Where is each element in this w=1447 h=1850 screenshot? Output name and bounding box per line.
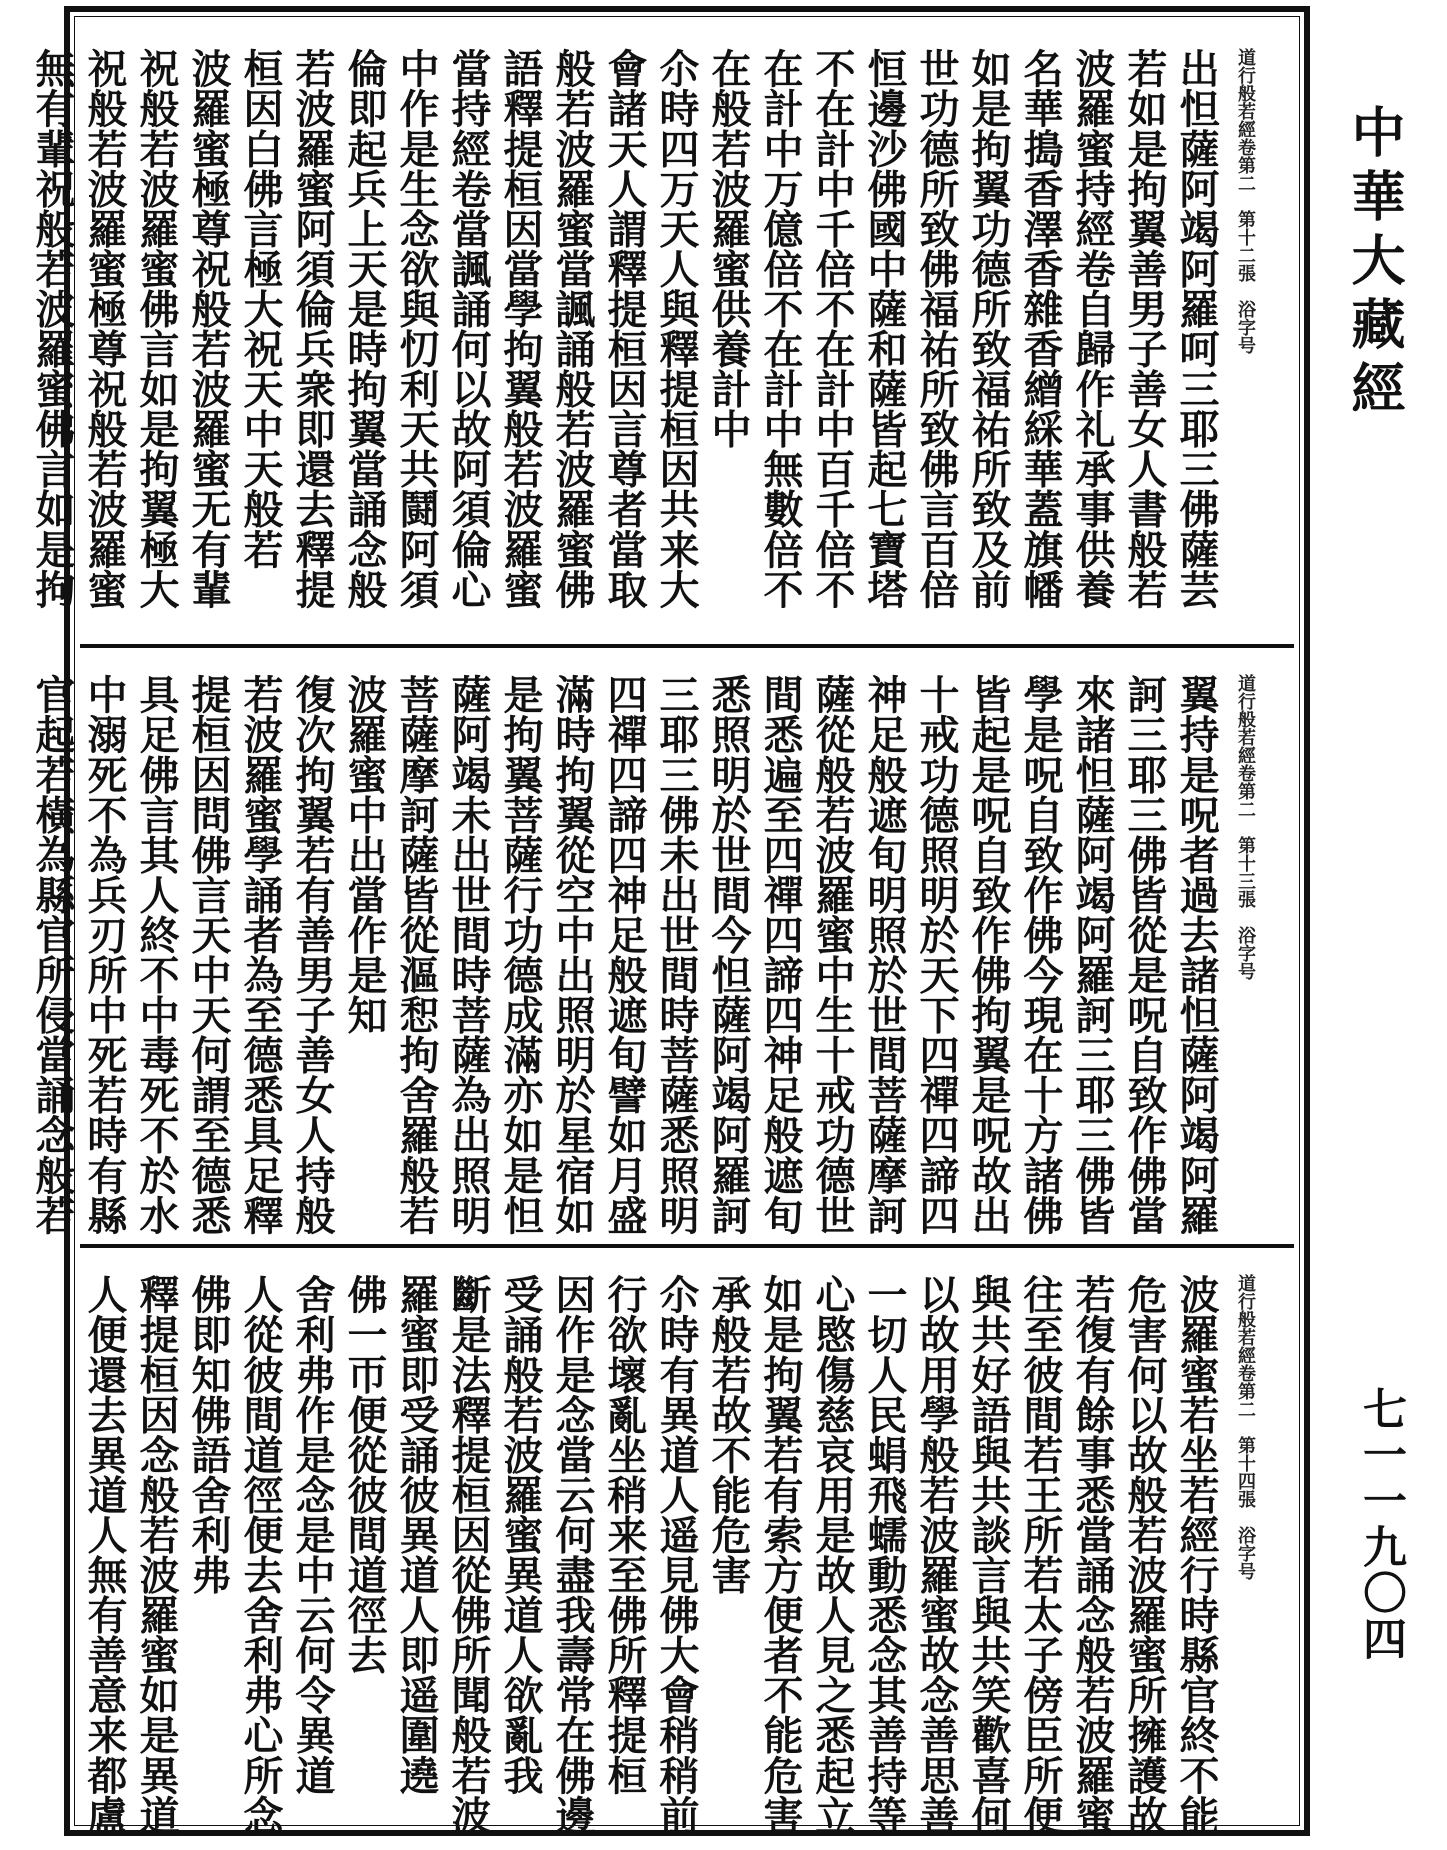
text-column: 舍利弗作是念是中云何令異道	[289, 1274, 336, 1795]
text-column: 無有輩祝般若波羅蜜佛言如是拘	[29, 48, 76, 609]
text-column: 波羅蜜中出當作是知	[341, 674, 388, 1035]
text-column: 當持經卷當諷誦何以故阿須倫心	[445, 48, 492, 609]
text-column: 人從彼間道徑便去舍利弗心所念	[237, 1274, 284, 1835]
block-marker: 道行般若經卷第二 第十四張 浴字号	[1235, 1274, 1256, 1580]
text-column: 出怛薩阿竭阿羅呵三耶三佛薩芸	[1173, 48, 1220, 609]
text-panel-bottom	[80, 1244, 1294, 1835]
text-column: 危害何以故般若波羅蜜所擁護故	[1121, 1274, 1168, 1835]
text-column: 來諸怛薩阿竭阿羅訶三耶三佛皆	[1069, 674, 1116, 1235]
text-column: 祝般若波羅蜜佛言如是拘翼極大	[133, 48, 180, 609]
text-column: 悉照明於世間今怛薩阿竭阿羅訶	[705, 674, 752, 1235]
page-number: 七一一九〇四	[1355, 1386, 1406, 1662]
text-column: 波羅蜜若坐若經行時縣官終不能	[1173, 1274, 1220, 1835]
text-column: 佛一帀便從彼間道徑去	[341, 1274, 388, 1675]
text-column: 具足佛言其人終不中毒死不於水	[133, 674, 180, 1235]
text-column: 會諸天人謂釋提桓因言尊者當取	[601, 48, 648, 609]
text-column: 桓因白佛言極大祝天中天般若	[237, 48, 284, 569]
text-column: 若復有餘事悉當誦念般若波羅蜜	[1069, 1274, 1116, 1835]
text-column: 羅蜜即受誦彼異道人即遥圍遶	[393, 1274, 440, 1795]
text-column: 因作是念當云何盡我壽常在佛邊	[549, 1274, 596, 1835]
page-frame	[29, 6, 1310, 1836]
text-column: 薩阿竭未出世間時菩薩為出照明	[445, 674, 492, 1235]
text-column: 波羅蜜極尊祝般若波羅蜜无有輩	[185, 48, 232, 609]
text-column: 受誦般若波羅蜜異道人欲亂我	[497, 1274, 544, 1795]
text-column: 與共好語與共談言與共笑歡喜何	[965, 1274, 1012, 1835]
text-column: 菩薩摩訶薩皆從漚惒拘舍羅般若	[393, 674, 440, 1235]
block-marker: 道行般若經卷第二 第十二張 浴字号	[1235, 48, 1256, 354]
text-column: 薩從般若波羅蜜中生十戒功德世	[809, 674, 856, 1235]
text-columns	[29, 48, 1256, 624]
text-column: 往至彼間若王所若太子傍臣所便	[1017, 1274, 1064, 1835]
text-column: 人便還去異道人無有善意来都盧	[81, 1274, 128, 1835]
text-column: 心愍傷慈哀用是故人見之悉起立	[809, 1274, 856, 1835]
text-column: 行欲壞亂坐稍来至佛所釋提桓	[601, 1274, 648, 1795]
text-column: 如是拘翼若有索方便者不能危害	[757, 1274, 804, 1835]
text-column: 三耶三佛未出世間時菩薩悉照明	[653, 674, 700, 1235]
text-column: 承般若故不能危害	[705, 1274, 752, 1595]
text-column: 四禪四諦四神足般遮旬譬如月盛	[601, 674, 648, 1235]
text-column: 皆起是呪自致作佛拘翼是呪故出	[965, 674, 1012, 1235]
text-column: 名華搗香澤香雜香繒綵華蓋旗幡	[1017, 48, 1064, 609]
text-column: 波羅蜜持經卷自歸作礼承事供養	[1069, 48, 1116, 609]
text-column: 中溺死不為兵刃所中死若時有縣	[81, 674, 128, 1235]
text-column: 在般若波羅蜜供養計中	[705, 48, 752, 449]
text-panel-middle	[29, 644, 1294, 1244]
text-columns	[81, 1274, 1256, 1835]
text-column: 釋提桓因念般若波羅蜜如是異道	[133, 1274, 180, 1835]
text-column: 中作是生念欲與忉利天共鬪阿須	[393, 48, 440, 609]
text-column: 若波羅蜜阿須倫兵衆即還去釋提	[289, 48, 336, 609]
text-column: 世功德所致佛福祐所致佛言百倍	[913, 48, 960, 609]
text-column: 尒時有異道人遥見佛大會稍稍前	[653, 1274, 700, 1835]
text-column: 若如是拘翼善男子善女人書般若	[1121, 48, 1168, 609]
text-column: 一切人民蜎飛蠕動悉念其善持等	[861, 1274, 908, 1835]
text-column: 復次拘翼若有善男子善女人持般	[289, 674, 336, 1235]
text-column: 倫即起兵上天是時拘翼當誦念般	[341, 48, 388, 609]
text-column: 語釋提桓因當學拘翼般若波羅蜜	[497, 48, 544, 609]
text-column: 恒邊沙佛國中薩和薩皆起七寶塔	[861, 48, 908, 609]
text-column: 祝般若波羅蜜極尊祝般若波羅蜜	[81, 48, 128, 609]
text-column: 是拘翼菩薩行功德成滿亦如是怛	[497, 674, 544, 1235]
text-column: 官起若橫為縣官所侵當誦念般若	[29, 674, 76, 1235]
text-column: 如是拘翼功德所致福祐所致及前	[965, 48, 1012, 609]
text-column: 尒時四万天人與釋提桓因共来大	[653, 48, 700, 609]
text-column: 不在計中千倍不在計中百千倍不	[809, 48, 856, 609]
text-columns	[29, 674, 1256, 1235]
text-column: 以故用學般若波羅蜜故念善思善	[913, 1274, 960, 1835]
text-column: 十戒功德照明於天下四禪四諦四	[913, 674, 960, 1235]
text-column: 般若波羅蜜當諷誦般若波羅蜜佛	[549, 48, 596, 609]
text-column: 翼持是呪者過去諸怛薩阿竭阿羅	[1173, 674, 1220, 1235]
text-column: 若波羅蜜學誦者為至德悉具足釋	[237, 674, 284, 1235]
text-column: 提桓因問佛言天中天何謂至德悉	[185, 674, 232, 1235]
text-column: 神足般遮旬明照於世間菩薩摩訶	[861, 674, 908, 1235]
text-panel-top	[29, 22, 1294, 644]
block-marker: 道行般若經卷第二 第十三張 浴字号	[1235, 674, 1256, 980]
text-column: 佛即知佛語舍利弗	[185, 1274, 232, 1595]
text-column: 間悉遍至四禪四諦四神足般遮旬	[757, 674, 804, 1235]
text-column: 學是呪自致作佛今現在十方諸佛	[1017, 674, 1064, 1235]
text-column: 訶三耶三佛皆從是呪自致作佛當	[1121, 674, 1168, 1235]
text-column: 斷是法釋提桓因從佛所聞般若波	[445, 1274, 492, 1835]
collection-title: 中華大藏經	[1343, 104, 1407, 424]
text-column: 滿時拘翼從空中出照明於星宿如	[549, 674, 596, 1235]
text-column: 在計中万億倍不在計中無數倍不	[757, 48, 804, 609]
